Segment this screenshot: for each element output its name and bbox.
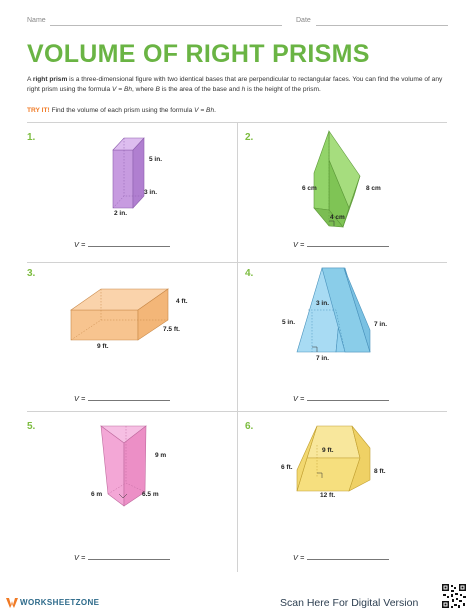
p5-label-height: 9 m xyxy=(155,452,167,459)
p5-label-base: 6 m xyxy=(91,491,103,498)
p6-label-depth: 8 ft. xyxy=(374,468,386,475)
page-title: VOLUME OF RIGHT PRISMS xyxy=(27,40,370,68)
p6-label-bottom: 12 ft. xyxy=(320,492,336,499)
date-label: Date xyxy=(296,17,311,24)
answer-field-5[interactable]: V = xyxy=(74,552,170,562)
problem-number-5: 5. xyxy=(27,421,36,432)
problem-number-1: 1. xyxy=(27,132,36,143)
p1-label-width: 2 in. xyxy=(114,210,128,217)
prism-4-blue xyxy=(297,268,370,352)
scan-digital-text: Scan Here For Digital Version xyxy=(280,597,419,609)
qr-code-icon[interactable] xyxy=(441,583,467,609)
p1-label-depth: 3 in. xyxy=(144,189,158,196)
prism-6-yellow xyxy=(297,426,370,491)
prism-3-rect-orange xyxy=(71,289,168,340)
problem-number-4: 4. xyxy=(245,268,254,279)
p6-label-top: 9 ft. xyxy=(322,447,334,454)
prism-1-rect-purple xyxy=(113,138,144,208)
name-label: Name xyxy=(27,17,46,24)
p2-label-right: 8 cm xyxy=(366,185,381,192)
problem-number-2: 2. xyxy=(245,132,254,143)
worksheetzone-logo-icon xyxy=(6,596,18,608)
p6-label-height: 6 ft. xyxy=(281,464,293,471)
p4-label-height: 5 in. xyxy=(282,319,296,326)
prism-2-green xyxy=(314,131,360,227)
answer-field-3[interactable]: V = xyxy=(74,393,170,403)
p1-label-height: 5 in. xyxy=(149,156,163,163)
p2-label-bottom: 4 cm xyxy=(330,214,345,221)
answer-field-1[interactable]: V = xyxy=(74,239,170,249)
p3-label-length: 9 ft. xyxy=(97,343,109,350)
problem-number-6: 6. xyxy=(245,421,254,432)
answer-field-4[interactable]: V = xyxy=(293,393,389,403)
answer-field-6[interactable]: V = xyxy=(293,552,389,562)
prism-5-pink xyxy=(101,426,146,506)
p4-label-length: 7 in. xyxy=(374,321,388,328)
p5-label-side: 6.5 m xyxy=(142,491,159,498)
p3-label-depth: 7.5 ft. xyxy=(163,326,180,333)
p2-label-left: 6 cm xyxy=(302,185,317,192)
p4-label-top: 3 in. xyxy=(316,300,330,307)
worksheetzone-logo: WORKSHEETZONE xyxy=(20,598,100,607)
problem-number-3: 3. xyxy=(27,268,36,279)
try-it-instruction: TRY IT! Find the volume of each prism using the formula V = Bh. xyxy=(27,107,216,114)
answer-field-2[interactable]: V = xyxy=(293,239,389,249)
p4-label-bottom: 7 in. xyxy=(316,355,330,362)
p3-label-height: 4 ft. xyxy=(176,298,188,305)
intro-paragraph: A right prism is a three-dimensional figure with two identical bases that are perpendicular to rectangular faces. You can find the volume of any right prism using the formula V = Bh, where B is the area of the base and h is the height of the prism. xyxy=(27,76,443,93)
